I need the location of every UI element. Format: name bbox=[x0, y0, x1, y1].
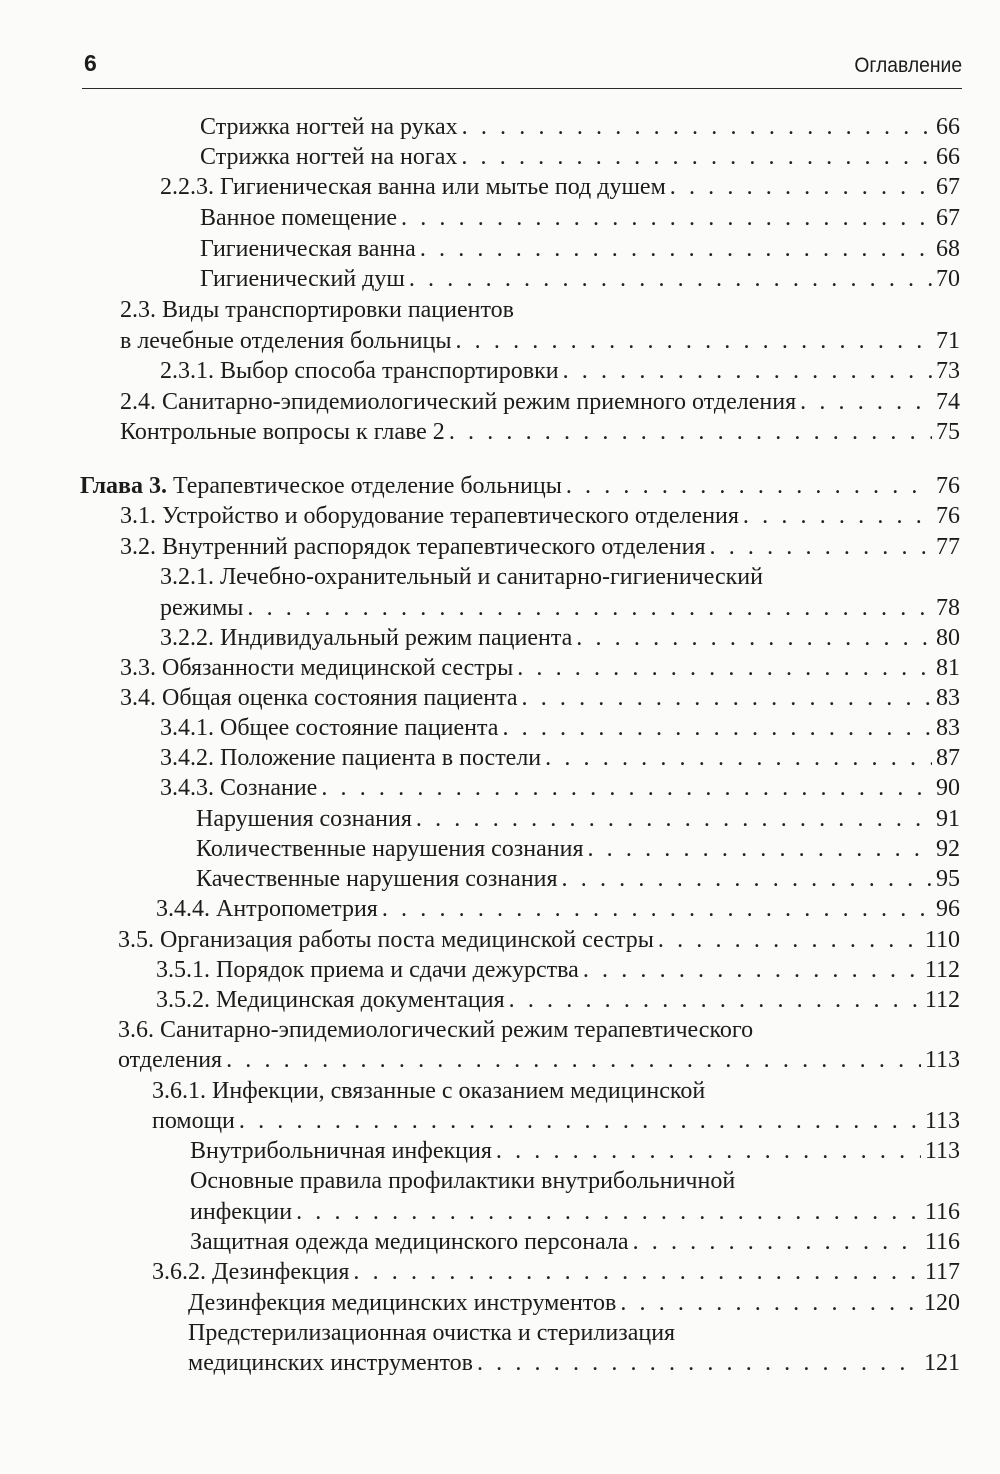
toc-entry-page: 76 bbox=[936, 503, 960, 529]
toc-entry[interactable] bbox=[118, 1045, 960, 1075]
toc-entry[interactable] bbox=[160, 743, 960, 773]
toc-entry-title: инфекции bbox=[190, 1199, 293, 1225]
dot-leader bbox=[509, 985, 921, 1015]
toc-entry[interactable] bbox=[156, 985, 960, 1015]
toc-entry-title-line: Основные правила профилактики внутрибольничной bbox=[190, 1168, 736, 1194]
toc-entry-page: 78 bbox=[936, 595, 960, 621]
dot-leader bbox=[382, 894, 932, 924]
toc-entry[interactable] bbox=[196, 834, 960, 864]
chapter-title: Терапевтическое отделение больницы bbox=[167, 473, 562, 499]
dot-leader bbox=[455, 326, 932, 356]
toc-entry-page: 83 bbox=[936, 715, 960, 741]
toc-entry-title: Стрижка ногтей на ногах bbox=[200, 144, 458, 170]
toc-entry-title: Качественные нарушения сознания bbox=[196, 866, 558, 892]
toc-entry-page: 112 bbox=[924, 957, 960, 983]
toc-entry[interactable] bbox=[160, 593, 960, 623]
toc-entry[interactable] bbox=[152, 1106, 960, 1136]
toc-entry-title-line: 2.3. Виды транспортировки пациентов bbox=[120, 297, 514, 323]
page-number: 6 bbox=[84, 50, 97, 76]
toc-entry-title: 3.4.4. Антропометрия bbox=[156, 896, 378, 922]
toc-entry-page: 68 bbox=[936, 236, 960, 262]
toc-entry-page: 75 bbox=[936, 419, 960, 445]
toc-entry-title bbox=[80, 471, 562, 501]
toc-entry-title: 2.4. Санитарно-эпидемиологический режим приемного отделения bbox=[120, 389, 797, 415]
dot-leader bbox=[562, 864, 932, 894]
toc-entry-title: Защитная одежда медицинского персонала bbox=[190, 1229, 629, 1255]
toc-entry[interactable] bbox=[160, 356, 960, 386]
toc-entry-title-line: Предстерилизационная очистка и стерилизация bbox=[188, 1320, 676, 1346]
toc-entry-title: Контрольные вопросы к главе 2 bbox=[120, 419, 445, 445]
toc-entry-title-line: 3.6. Санитарно-эпидемиологический режим терапевтического bbox=[118, 1017, 754, 1043]
toc-entry-title: Гигиеническая ванна bbox=[200, 236, 416, 262]
toc-entry-title: 3.1. Устройство и оборудование терапевтического отделения bbox=[120, 503, 739, 529]
toc-entry[interactable] bbox=[120, 417, 960, 447]
toc-entry-page: 67 bbox=[936, 174, 960, 200]
toc-entry-page: 96 bbox=[936, 896, 960, 922]
toc-entry-page: 110 bbox=[924, 927, 960, 953]
dot-leader bbox=[800, 387, 932, 417]
toc-entry-title: режимы bbox=[160, 595, 244, 621]
dot-leader bbox=[545, 743, 932, 773]
dot-leader bbox=[620, 1288, 920, 1318]
toc-entry-title: в лечебные отделения больницы bbox=[120, 328, 452, 354]
dot-leader bbox=[670, 172, 932, 202]
toc-entry-title: 3.5. Организация работы поста медицинской сестры bbox=[118, 927, 654, 953]
toc-entry-page: 77 bbox=[936, 534, 960, 560]
toc-entry[interactable] bbox=[120, 501, 960, 531]
running-title: Оглавление bbox=[854, 54, 962, 77]
toc-entry[interactable] bbox=[196, 864, 960, 894]
toc-entry[interactable] bbox=[200, 234, 960, 264]
toc-entry[interactable] bbox=[160, 773, 960, 803]
toc-chapter-entry[interactable] bbox=[80, 471, 960, 501]
dot-leader bbox=[517, 653, 932, 683]
toc-entry-title: 2.3.1. Выбор способа транспортировки bbox=[160, 358, 559, 384]
dot-leader bbox=[239, 1106, 921, 1136]
toc-entry[interactable] bbox=[190, 1136, 960, 1166]
toc-entry-page: 74 bbox=[936, 389, 960, 415]
dot-leader bbox=[576, 623, 932, 653]
toc-entry-page: 113 bbox=[924, 1138, 960, 1164]
toc-entry-page: 113 bbox=[924, 1047, 960, 1073]
toc-entry[interactable] bbox=[190, 1227, 960, 1257]
toc-entry-title: Дезинфекция медицинских инструментов bbox=[188, 1290, 617, 1316]
dot-leader bbox=[583, 955, 921, 985]
toc-entry[interactable] bbox=[120, 653, 960, 683]
toc-entry[interactable] bbox=[156, 955, 960, 985]
toc-entry-page: 70 bbox=[936, 266, 960, 292]
toc-entry-page: 66 bbox=[936, 114, 960, 140]
dot-leader bbox=[416, 804, 932, 834]
dot-leader bbox=[743, 501, 932, 531]
dot-leader bbox=[321, 773, 932, 803]
toc-entry[interactable] bbox=[160, 713, 960, 743]
toc-entry-page: 76 bbox=[936, 473, 960, 499]
toc-entry-page: 121 bbox=[924, 1350, 960, 1376]
toc-entry[interactable] bbox=[120, 387, 960, 417]
toc-entry-page: 81 bbox=[936, 655, 960, 681]
toc-entry-title-line: 3.2.1. Лечебно-охранительный и санитарно-гигиенический bbox=[160, 564, 763, 590]
toc-entry-page: 116 bbox=[924, 1229, 960, 1255]
dot-leader bbox=[502, 713, 932, 743]
dot-leader bbox=[587, 834, 932, 864]
toc-entry-page: 91 bbox=[936, 806, 960, 832]
toc-entry[interactable] bbox=[188, 1288, 960, 1318]
toc-entry-title: помощи bbox=[152, 1108, 235, 1134]
toc-entry-page: 73 bbox=[936, 358, 960, 384]
dot-leader bbox=[353, 1257, 921, 1287]
dot-leader bbox=[477, 1348, 920, 1378]
toc-entry-page: 116 bbox=[924, 1199, 960, 1225]
toc-entry-page: 87 bbox=[936, 745, 960, 771]
toc-entry[interactable] bbox=[196, 804, 960, 834]
toc-entry[interactable] bbox=[160, 623, 960, 653]
dot-leader bbox=[449, 417, 932, 447]
toc-entry-title: 3.5.2. Медицинская документация bbox=[156, 987, 505, 1013]
dot-leader bbox=[563, 356, 932, 386]
toc-entry-title: Внутрибольничная инфекция bbox=[190, 1138, 492, 1164]
toc-entry[interactable] bbox=[120, 683, 960, 713]
toc-entry-title: 3.6.2. Дезинфекция bbox=[152, 1259, 350, 1285]
toc-entry[interactable] bbox=[120, 326, 960, 356]
toc-entry-title: 3.4.3. Сознание bbox=[160, 775, 318, 801]
dot-leader bbox=[710, 532, 933, 562]
toc-entry-title: отделения bbox=[118, 1047, 223, 1073]
toc-entry-title: 3.2. Внутренний распорядок терапевтического отделения bbox=[120, 534, 706, 560]
toc-entry-title: медицинских инструментов bbox=[188, 1350, 473, 1376]
dot-leader bbox=[658, 925, 921, 955]
toc-entry-page: 92 bbox=[936, 836, 960, 862]
toc-entry-title: Гигиенический душ bbox=[200, 266, 405, 292]
dot-leader bbox=[409, 264, 932, 294]
toc-entry-title: 2.2.3. Гигиеническая ванна или мытье под душем bbox=[160, 174, 666, 200]
toc-entry-page: 95 bbox=[936, 866, 960, 892]
toc-entry[interactable] bbox=[200, 264, 960, 294]
dot-leader bbox=[296, 1197, 921, 1227]
toc-entry-title: Количественные нарушения сознания bbox=[196, 836, 584, 862]
toc-entry[interactable] bbox=[152, 1257, 960, 1287]
toc-entry[interactable] bbox=[200, 112, 960, 142]
dot-leader bbox=[247, 593, 932, 623]
toc-entry-title: 3.3. Обязанности медицинской сестры bbox=[120, 655, 514, 681]
dot-leader bbox=[401, 203, 932, 233]
toc-entry[interactable] bbox=[156, 894, 960, 924]
toc-entry[interactable] bbox=[160, 172, 960, 202]
toc-entry-title-line: 3.6.1. Инфекции, связанные с оказанием медицинской bbox=[152, 1078, 706, 1104]
dot-leader bbox=[462, 112, 932, 142]
toc-entry[interactable] bbox=[200, 142, 960, 172]
toc-entry-page: 67 bbox=[936, 205, 960, 231]
toc-entry[interactable] bbox=[190, 1197, 960, 1227]
toc-entry[interactable] bbox=[118, 925, 960, 955]
dot-leader bbox=[420, 234, 932, 264]
toc-entry-page: 117 bbox=[924, 1259, 960, 1285]
toc-entry-title: 3.4.2. Положение пациента в постели bbox=[160, 745, 542, 771]
dot-leader bbox=[496, 1136, 921, 1166]
toc-entry-page: 66 bbox=[936, 144, 960, 170]
toc-entry-title: 3.4. Общая оценка состояния пациента bbox=[120, 685, 518, 711]
dot-leader bbox=[566, 471, 932, 501]
chapter-label: Глава 3. bbox=[80, 473, 167, 499]
toc-entry-title: 3.2.2. Индивидуальный режим пациента bbox=[160, 625, 573, 651]
toc-entry-page: 71 bbox=[936, 328, 960, 354]
dot-leader bbox=[522, 683, 933, 713]
toc-entry[interactable] bbox=[120, 532, 960, 562]
toc-entry-title: Ванное помещение bbox=[200, 205, 397, 231]
toc-entry[interactable] bbox=[200, 203, 960, 233]
toc-entry-title: Нарушения сознания bbox=[196, 806, 412, 832]
toc-entry-title: 3.4.1. Общее состояние пациента bbox=[160, 715, 499, 741]
dot-leader bbox=[461, 142, 932, 172]
dot-leader bbox=[226, 1045, 921, 1075]
toc-entry-page: 83 bbox=[936, 685, 960, 711]
toc-entry-page: 90 bbox=[936, 775, 960, 801]
toc-entry-page: 120 bbox=[924, 1290, 960, 1316]
toc-entry-title: 3.5.1. Порядок приема и сдачи дежурства bbox=[156, 957, 579, 983]
toc-entry-page: 113 bbox=[924, 1108, 960, 1134]
dot-leader bbox=[633, 1227, 921, 1257]
toc-entry-title: Стрижка ногтей на руках bbox=[200, 114, 458, 140]
toc-entry-page: 112 bbox=[924, 987, 960, 1013]
toc-entry-page: 80 bbox=[936, 625, 960, 651]
toc-entry[interactable] bbox=[188, 1348, 960, 1378]
